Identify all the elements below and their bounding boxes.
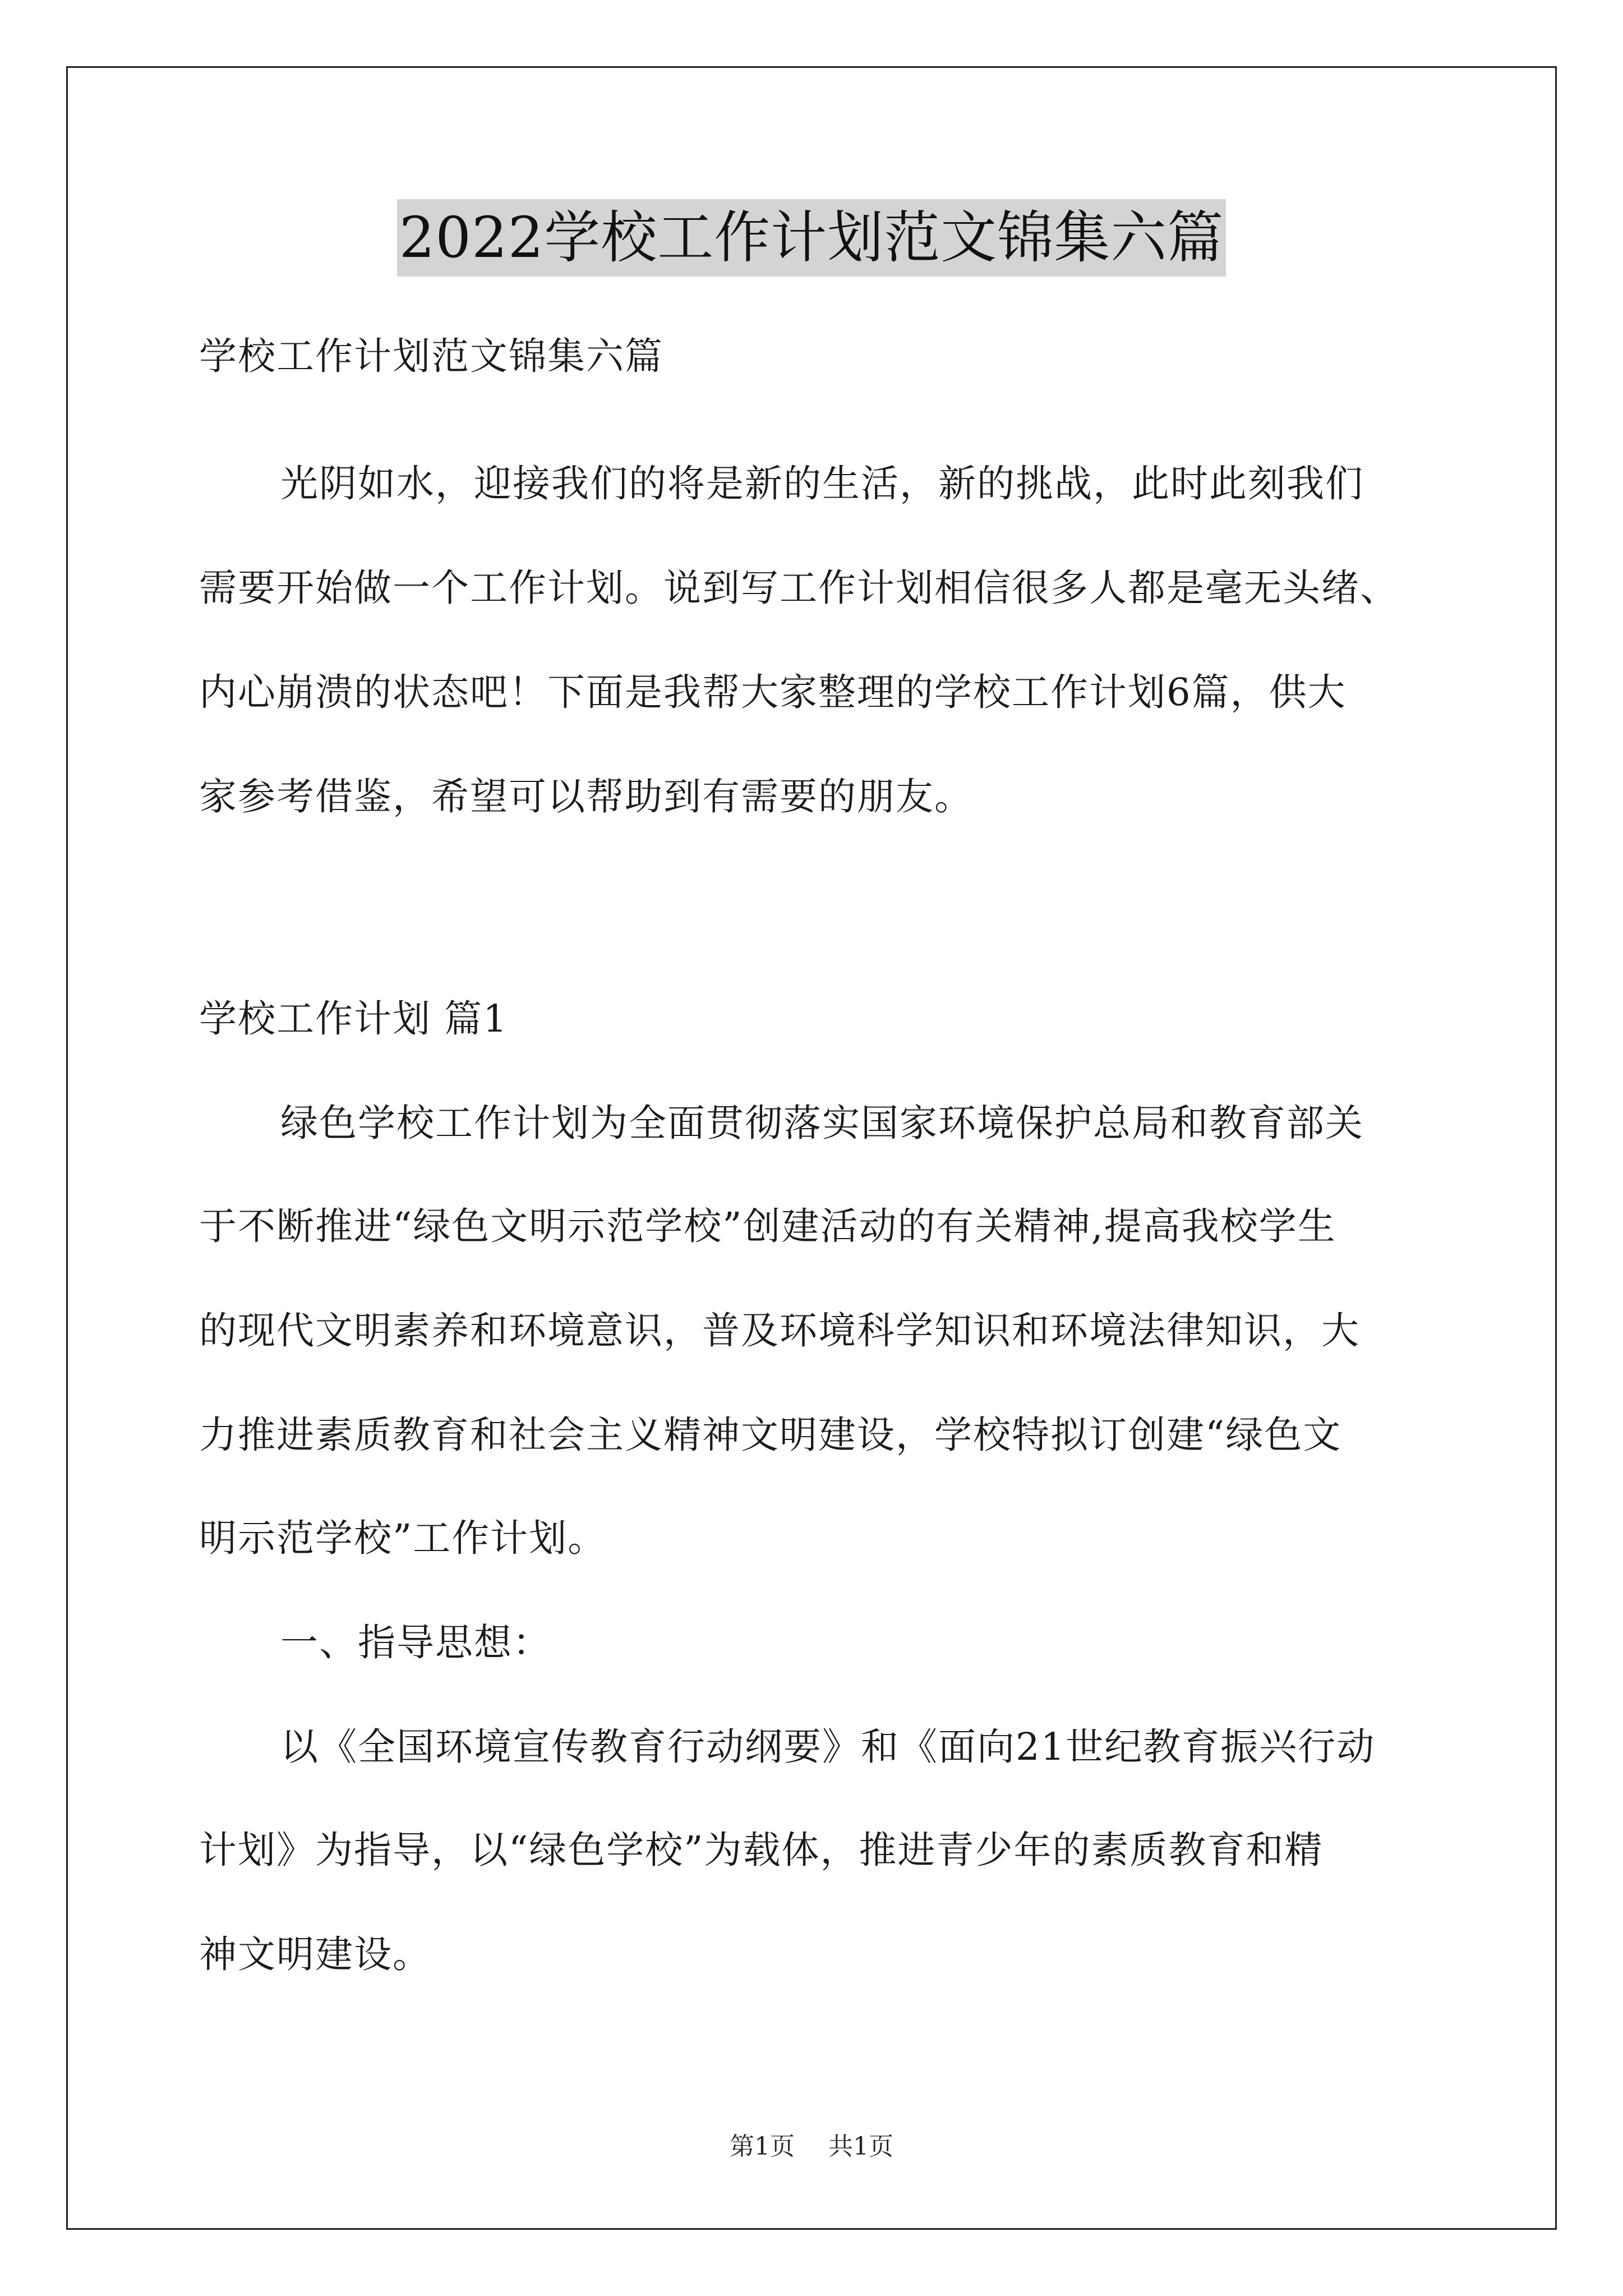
paragraph-line: 明示范学校”工作计划。 (199, 1516, 607, 1560)
paragraph-line: 家参考借鉴，希望可以帮助到有需要的朋友。 (199, 775, 973, 818)
paragraph-line: 于不断推进“绿色文明示范学校”创建活动的有关精神,提高我校学生 (199, 1204, 1336, 1248)
title-container (0, 199, 1623, 277)
paragraph-line: 的现代文明素养和环境意识，普及环境科学知识和环境法律知识，大 (199, 1309, 1360, 1352)
paragraph-line: 内心崩溃的状态吧！下面是我帮大家整理的学校工作计划6篇，供大 (199, 670, 1347, 714)
paragraph-line: 以《全国环境宣传教育行动纲要》和《面向21世纪教育振兴行动 (280, 1725, 1376, 1769)
document-title: 2022学校工作计划范文锦集六篇 (397, 199, 1227, 277)
subsection-heading: 一、指导思想： (280, 1621, 551, 1664)
paragraph-line: 需要开始做一个工作计划。说到写工作计划相信很多人都是毫无头绪、 (199, 566, 1399, 610)
paragraph-line: 力推进素质教育和社会主义精神文明建设，学校特拟订创建“绿色文 (199, 1413, 1342, 1457)
page-footer (0, 2130, 1623, 2164)
paragraph-line: 神文明建设。 (199, 1932, 431, 1976)
section-heading: 学校工作计划 篇1 (199, 997, 508, 1041)
paragraph-line: 光阴如水，迎接我们的将是新的生活，新的挑战，此时此刻我们 (280, 462, 1364, 505)
footer-page-current: 第1页 (730, 2132, 795, 2161)
paragraph-line: 计划》为指导，以“绿色学校”为载体，推进青少年的素质教育和精 (199, 1828, 1324, 1872)
paragraph-line: 绿色学校工作计划为全面贯彻落实国家环境保护总局和教育部关 (280, 1101, 1364, 1145)
footer-page-total: 共1页 (828, 2132, 893, 2161)
subtitle-line: 学校工作计划范文锦集六篇 (199, 334, 663, 378)
